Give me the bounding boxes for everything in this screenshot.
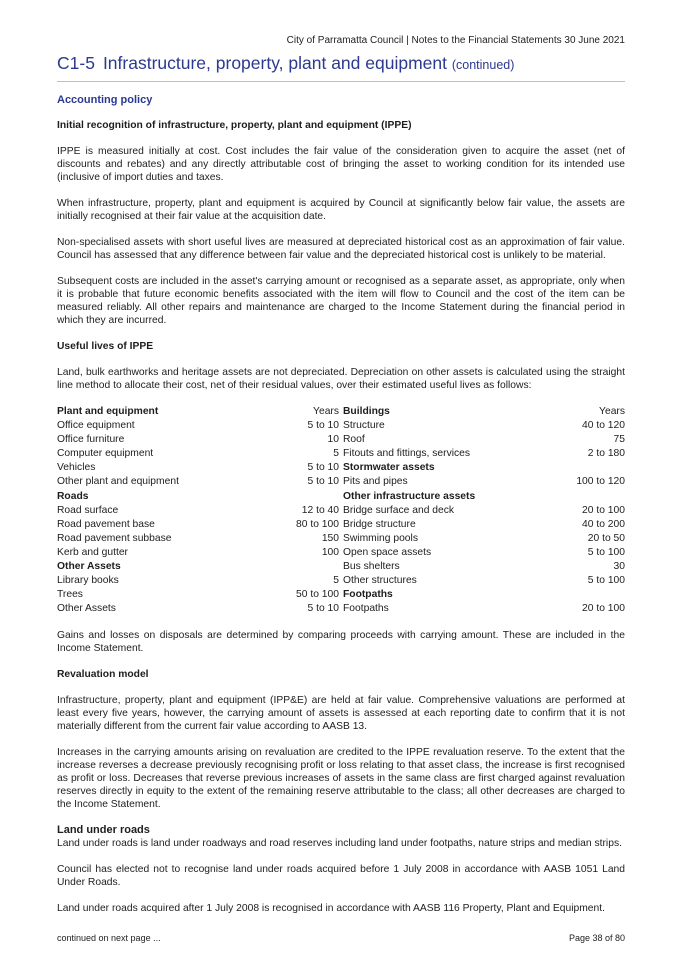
useful-life-row bbox=[57, 433, 339, 447]
asset-label: Open space assets bbox=[343, 546, 432, 558]
useful-life-row bbox=[57, 461, 339, 475]
useful-life-row bbox=[343, 574, 625, 588]
useful-life-row bbox=[57, 419, 339, 433]
useful-life-row bbox=[57, 475, 339, 489]
land-under-roads-heading: Land under roads bbox=[57, 824, 150, 837]
useful-life-row bbox=[343, 447, 625, 461]
useful-lives-intro: Land, bulk earthworks and heritage assets are not depreciated. Depreciation on other assets is calculated using the straight line method to allocate their cost, net of their residual values, over their estimated useful lives as follows: bbox=[57, 367, 625, 391]
asset-label: Other plant and equipment bbox=[57, 476, 179, 488]
paragraph-subsequent-costs: Subsequent costs are included in the asset's carrying amount or recognised as a separate asset, as appropriate, only when it is probable that future economic benefits associated with the item will flow to Council and the cost of the item can be measured reliably. All other repairs and maintenance are charged to the Income Statement during the financial period in which they are incurred. bbox=[57, 276, 625, 326]
useful-life-years: 5 to 10 bbox=[307, 476, 339, 488]
page-content bbox=[57, 94, 625, 928]
useful-lives-left-column bbox=[57, 405, 339, 616]
useful-life-row bbox=[343, 461, 625, 475]
useful-lives-heading: Useful lives of IPPE bbox=[57, 341, 154, 352]
useful-life-years: 150 bbox=[321, 532, 339, 544]
useful-life-row bbox=[57, 602, 339, 616]
useful-life-row bbox=[343, 518, 625, 532]
useful-life-years: 75 bbox=[613, 434, 625, 446]
asset-label: Office equipment bbox=[57, 420, 135, 432]
asset-label: Road pavement subbase bbox=[57, 532, 172, 544]
useful-life-row bbox=[343, 588, 625, 602]
continued-note: continued on next page ... bbox=[57, 933, 161, 943]
revaluation-heading: Revaluation model bbox=[57, 669, 149, 681]
useful-life-row bbox=[57, 574, 339, 588]
useful-life-years: 40 to 200 bbox=[582, 518, 625, 530]
accounting-policy-heading: Accounting policy bbox=[57, 94, 153, 106]
asset-label: Road pavement base bbox=[57, 518, 155, 530]
asset-label: Pits and pipes bbox=[343, 476, 408, 488]
useful-life-years: 5 to 100 bbox=[587, 546, 625, 558]
paragraph-land-before-2008: Council has elected not to recognise land under roads acquired before 1 July 2008 in accordance with AASB 1051 Land Under Roads. bbox=[57, 864, 625, 889]
useful-life-row bbox=[343, 490, 625, 504]
asset-label: Bridge structure bbox=[343, 518, 416, 530]
useful-life-row bbox=[343, 560, 625, 574]
useful-life-years: 5 to 10 bbox=[307, 462, 339, 474]
useful-life-years: Years bbox=[599, 406, 625, 417]
useful-life-row bbox=[343, 419, 625, 433]
asset-label: Library books bbox=[57, 575, 119, 587]
useful-life-row bbox=[343, 475, 625, 489]
useful-life-years: 50 to 100 bbox=[296, 589, 339, 601]
useful-life-years: 80 to 100 bbox=[296, 518, 339, 530]
paragraph-land-after-2008: Land under roads acquired after 1 July 2008 is recognised in accordance with AASB 116 Property, Plant and Equipment. bbox=[57, 903, 605, 915]
useful-life-years: 5 bbox=[333, 448, 339, 460]
useful-life-row bbox=[343, 546, 625, 560]
asset-label: Trees bbox=[57, 589, 83, 601]
useful-lives-right-column bbox=[343, 405, 625, 616]
useful-life-row bbox=[343, 532, 625, 546]
asset-label: Bridge surface and deck bbox=[343, 504, 455, 516]
asset-category-label: Plant and equipment bbox=[57, 406, 159, 417]
page-number: Page 38 of 80 bbox=[568, 933, 625, 943]
asset-category-label: Stormwater assets bbox=[343, 462, 435, 474]
useful-life-years: 5 to 10 bbox=[307, 603, 339, 615]
asset-label: Office furniture bbox=[57, 434, 125, 446]
asset-label: Bus shelters bbox=[343, 561, 400, 573]
paragraph-ippe-cost: IPPE is measured initially at cost. Cost includes the fair value of the consideration given to acquire the asset (net of discounts and rebates) and any directly attributable cost of bringing the asset to working condition for its intended use (inclusive of import duties and taxes. bbox=[57, 146, 625, 183]
paragraph-revaluation-reserve: Increases in the carrying amounts arising on revaluation are credited to the IPPE revaluation reserve. To the extent that the increase reverses a decrease previously recognising profit or loss relating to that asset class, the increase is first recognised as profit or loss. Decreases that reverse previous increases of assets in the same class are first charged against revaluation reserves directly in equity to the extent of the remaining reserve attributable to the class; all other decreases are charged to the Income Statement. bbox=[57, 747, 625, 811]
asset-label: Swimming pools bbox=[343, 532, 418, 544]
section-continued: (continued) bbox=[451, 58, 515, 72]
useful-life-years: 5 to 10 bbox=[307, 420, 339, 432]
useful-life-years: 2 to 180 bbox=[587, 448, 625, 460]
useful-life-row bbox=[57, 405, 339, 419]
paragraph-below-fair-value: When infrastructure, property, plant and equipment is acquired by Council at significantly below fair value, the assets are initially recognised at their fair value at the acquisition date. bbox=[57, 198, 625, 222]
useful-life-row bbox=[57, 518, 339, 532]
running-header: City of Parramatta Council | Notes to the Financial Statements 30 June 2021 bbox=[286, 35, 625, 46]
asset-label: Kerb and gutter bbox=[57, 546, 128, 558]
useful-life-row bbox=[57, 546, 339, 560]
section-title-text: Infrastructure, property, plant and equipment bbox=[102, 53, 447, 73]
asset-label: Structure bbox=[343, 420, 385, 432]
asset-label: Other structures bbox=[343, 575, 417, 587]
asset-category-label: Other Assets bbox=[57, 561, 121, 573]
paragraph-gains-losses: Gains and losses on disposals are determined by comparing proceeds with carrying amount. These are included in the Income Statement. bbox=[57, 630, 625, 655]
useful-life-years: 100 bbox=[321, 546, 339, 558]
asset-category-label: Footpaths bbox=[343, 589, 393, 601]
asset-label: Computer equipment bbox=[57, 448, 154, 460]
useful-life-row bbox=[57, 588, 339, 602]
paragraph-non-specialised: Non-specialised assets with short useful lives are measured at depreciated historical cost as an approximation of fair value. Council has assessed that any difference between fair value and the depreciated historical cost is unlikely to be material. bbox=[57, 237, 625, 261]
paragraph-land-definition: Land under roads is land under roadways and road reserves including land under footpaths, nature strips and median strips. bbox=[57, 838, 622, 850]
useful-life-row bbox=[57, 504, 339, 518]
useful-life-row bbox=[343, 433, 625, 447]
useful-life-years: Years bbox=[313, 406, 339, 417]
useful-life-row bbox=[57, 447, 339, 461]
title-divider bbox=[57, 81, 625, 82]
useful-life-row bbox=[343, 602, 625, 616]
asset-label: Footpaths bbox=[343, 603, 389, 615]
useful-life-years: 20 to 50 bbox=[587, 532, 625, 544]
useful-lives-table bbox=[57, 405, 625, 616]
useful-life-row bbox=[57, 532, 339, 546]
useful-life-years: 10 bbox=[327, 434, 339, 446]
useful-life-years: 5 to 100 bbox=[587, 575, 625, 587]
useful-life-years: 30 bbox=[613, 561, 625, 573]
useful-life-years: 20 to 100 bbox=[582, 504, 625, 516]
section-code: C1-5 bbox=[57, 53, 95, 73]
asset-label: Vehicles bbox=[57, 462, 96, 474]
useful-life-years: 20 to 100 bbox=[582, 603, 625, 615]
initial-recognition-heading: Initial recognition of infrastructure, property, plant and equipment (IPPE) bbox=[57, 120, 412, 131]
useful-life-years: 100 to 120 bbox=[576, 476, 625, 488]
useful-life-row bbox=[343, 504, 625, 518]
asset-label: Road surface bbox=[57, 504, 119, 516]
useful-life-years: 12 to 40 bbox=[301, 504, 339, 516]
asset-category-label: Other infrastructure assets bbox=[343, 490, 476, 502]
useful-life-row bbox=[57, 560, 339, 574]
asset-category-label: Buildings bbox=[343, 406, 390, 417]
useful-life-row bbox=[343, 405, 625, 419]
useful-life-years: 5 bbox=[333, 575, 339, 587]
asset-category-label: Roads bbox=[57, 490, 89, 502]
paragraph-revaluation-fair-value: Infrastructure, property, plant and equipment (IPP&E) are held at fair value. Comprehensive valuations are performed at least every five years, however, the carrying amount of assets is assessed at each reporting date to confirm that it is not materially different from the current fair value according to AASB 13. bbox=[57, 695, 625, 733]
useful-life-row bbox=[57, 490, 339, 504]
asset-label: Roof bbox=[343, 434, 365, 446]
asset-label: Fitouts and fittings, services bbox=[343, 448, 471, 460]
section-title bbox=[57, 53, 514, 74]
asset-label: Other Assets bbox=[57, 603, 116, 615]
useful-life-years: 40 to 120 bbox=[582, 420, 625, 432]
